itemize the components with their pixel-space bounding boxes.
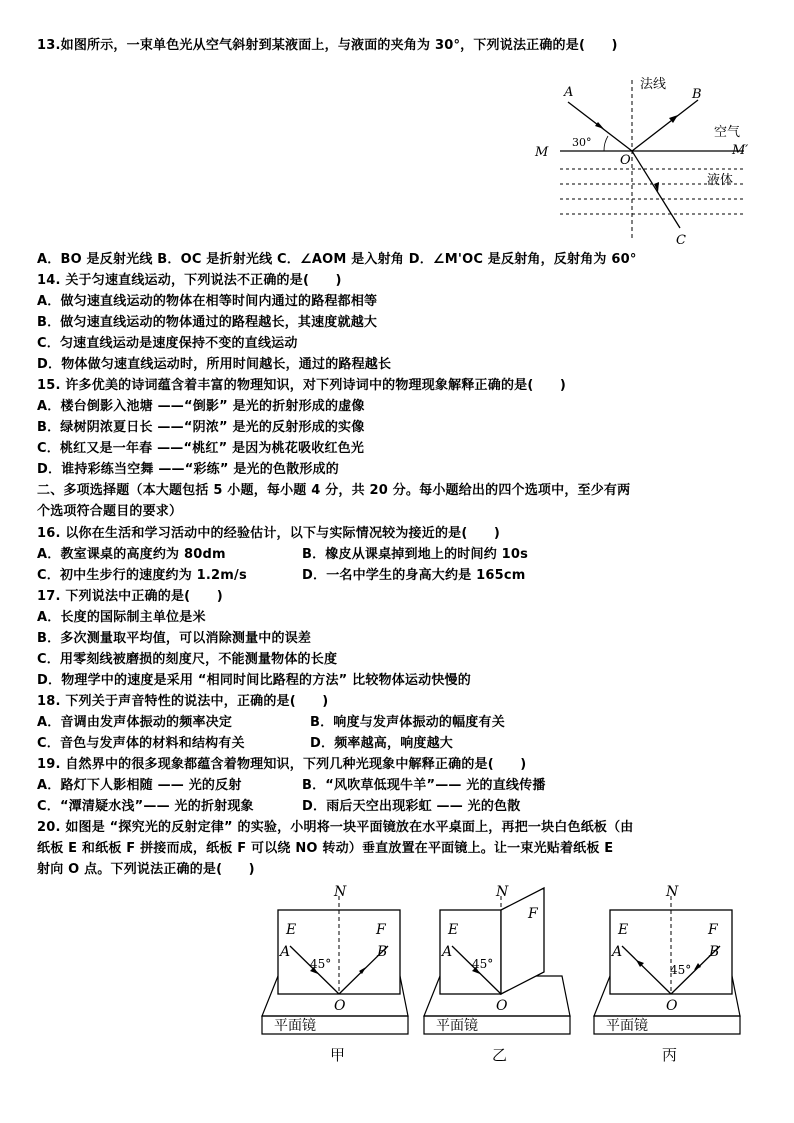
label-E: E [618,922,629,938]
label-normal: 法线 [640,77,667,92]
label-45: 45° [310,957,332,971]
q19-option-b: B．“风吹草低现牛羊”—— 光的直线传播 [302,778,546,793]
label-O: O [496,998,508,1014]
section2-heading-cont: 个选项符合题目的要求） [37,504,183,519]
label-A: A [280,944,291,960]
label-angle-30: 30° [572,136,592,149]
label-B: B [377,944,388,960]
q16-option-c: C．初中生步行的速度约为 1.2m/s [37,568,247,583]
q20-figure-jia [258,884,418,1064]
label-M: M [535,145,549,160]
ray-OB [632,100,698,151]
label-F: F [528,906,538,922]
q16-stem: 16. 以你在生活和学习活动中的经验估计，以下与实际情况较为接近的是( ) [37,526,501,541]
q19-option-d: D．雨后天空出现彩虹 —— 光的色散 [302,799,521,814]
q14-stem: 14. 关于匀速直线运动，下列说法不正确的是( ) [37,273,342,288]
caption-bing: 丙 [662,1046,678,1064]
q14-option-a: A．做匀速直线运动的物体在相等时间内通过的路程都相等 [37,294,378,309]
ray-OC [632,151,680,228]
q14-option-b: B．做匀速直线运动的物体通过的路程越长，其速度就越大 [37,315,378,330]
q20-stem-line3: 射向 O 点。下列说法正确的是( ) [37,862,255,877]
label-air: 空气 [714,125,741,140]
label-O: O [334,998,346,1014]
q19-option-c: C．“潭清疑水浅”—— 光的折射现象 [37,799,254,814]
q13-options: A．BO 是反射光线 B．OC 是折射光线 C．∠AOM 是入射角 D．∠M'OC 是反射角，反射角为 60° [37,252,637,267]
q15-option-d: D．谁持彩练当空舞 ——“彩练” 是光的色散形成的 [37,462,339,477]
label-mirror: 平面镜 [274,1018,316,1034]
q14-option-c: C．匀速直线运动是速度保持不变的直线运动 [37,336,298,351]
label-E: E [448,922,459,938]
q17-option-c: C．用零刻线被磨损的刻度尺，不能测量物体的长度 [37,652,338,667]
label-45: 45° [472,957,494,971]
q19-stem: 19. 自然界中的很多现象都蕴含着物理知识，下列几种光现象中解释正确的是( ) [37,757,527,772]
q13-stem: 13.如图所示，一束单色光从空气斜射到某液面上，与液面的夹角为 30°，下列说法正确的是( ) [37,38,618,53]
angle-arc [604,136,608,151]
caption-jia: 甲 [330,1046,346,1064]
q18-option-a: A．音调由发声体振动的频率决定 [37,715,233,730]
label-mirror: 平面镜 [436,1018,478,1034]
label-A: A [564,85,574,100]
label-mirror: 平面镜 [606,1018,648,1034]
q17-option-b: B．多次测量取平均值，可以消除测量中的误差 [37,631,312,646]
label-A: A [612,944,623,960]
section2-heading: 二、多项选择题（本大题包括 5 小题，每小题 4 分，共 20 分。每小题给出的四个选项中，至少有两 [37,483,631,498]
q19-option-a: A．路灯下人影相随 —— 光的反射 [37,778,242,793]
label-B: B [709,944,720,960]
label-F: F [376,922,386,938]
q14-option-d: D．物体做匀速直线运动时，所用时间越长，通过的路程越长 [37,357,392,372]
q18-stem: 18. 下列关于声音特性的说法中，正确的是( ) [37,694,329,709]
q17-option-d: D．物理学中的速度是采用 “相同时间比路程的方法” 比较物体运动快慢的 [37,673,471,688]
label-N: N [496,884,509,900]
label-O: O [620,153,631,168]
q13-refraction-figure [532,74,757,250]
label-B: B [692,87,702,102]
q16-option-b: B．橡皮从课桌掉到地上的时间约 10s [302,547,529,562]
q17-option-a: A．长度的国际制主单位是米 [37,610,206,625]
label-C: C [676,233,686,248]
label-A: A [442,944,453,960]
q20-stem-line1: 20. 如图是 “探究光的反射定律” 的实验，小明将一块平面镜放在水平桌面上，再把一块白色纸板（由 [37,820,634,835]
q20-figure-yi [420,884,580,1064]
label-liquid: 液体 [707,173,734,188]
label-N: N [334,884,347,900]
q15-option-b: B．绿树阴浓夏日长 ——“阴浓” 是光的反射形成的实像 [37,420,365,435]
label-O: O [666,998,678,1014]
q18-option-b: B．响度与发声体振动的幅度有关 [310,715,505,730]
q17-stem: 17. 下列说法中正确的是( ) [37,589,223,604]
q16-option-a: A．教室课桌的高度约为 80dm [37,547,226,562]
q15-option-c: C．桃红又是一年春 ——“桃红” 是因为桃花吸收红色光 [37,441,365,456]
q18-option-d: D．频率越高，响度越大 [310,736,453,751]
caption-yi: 乙 [492,1046,508,1064]
label-N: N [666,884,679,900]
q20-figure-bing [590,884,750,1064]
label-M-prime: M′ [732,143,749,158]
label-E: E [286,922,297,938]
label-F: F [708,922,718,938]
q16-option-d: D．一名中学生的身高大约是 165cm [302,568,526,583]
paper-board-F-rotated [501,888,544,994]
q15-stem: 15. 许多优美的诗词蕴含着丰富的物理知识，对下列诗词中的物理现象解释正确的是( ) [37,378,567,393]
label-45: 45° [670,963,692,977]
q20-stem-line2: 纸板 E 和纸板 F 拼接而成，纸板 F 可以绕 NO 转动）垂直放置在平面镜上。让一束光贴着纸板 E [37,841,614,856]
q15-option-a: A．楼台倒影入池塘 ——“倒影” 是光的折射形成的虚像 [37,399,365,414]
q18-option-c: C．音色与发声体的材料和结构有关 [37,736,245,751]
